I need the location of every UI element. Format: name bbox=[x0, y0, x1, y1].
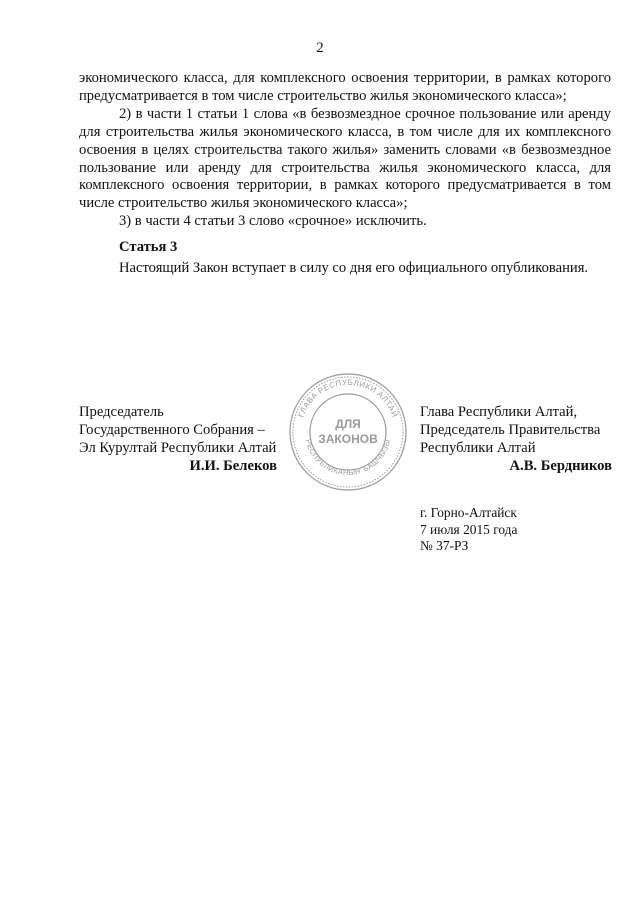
signatory-title-line-2: Государственного Собрания – bbox=[79, 421, 265, 438]
city: г. Горно-Алтайск bbox=[420, 505, 517, 520]
paragraph-item-2: 2) в части 1 статьи 1 слова «в безвозмездное срочное пользование или аренду для строительства жилья экономического класса, в том числе для их комплексного освоения в целях строительства такого жилья» заменить словами «в безвозмездное пользование или аренду для строительства жилья экономического класса, для комплексного освоения территории, в рамках которого предусматривается в том числе строительство жилья экономического класса»; bbox=[79, 105, 611, 212]
signatory-title-line-2: Председатель Правительства bbox=[420, 421, 601, 438]
official-seal bbox=[287, 371, 409, 493]
document-body bbox=[79, 70, 611, 278]
signatory-title-line-1: Председатель bbox=[79, 404, 164, 420]
signature-block-right bbox=[420, 404, 612, 476]
law-number: № 37-РЗ bbox=[420, 538, 469, 554]
signatory-title-line-1: Глава Республики Алтай, bbox=[420, 404, 578, 420]
seal-center-text-bottom: ЗАКОНОВ bbox=[318, 432, 378, 446]
seal-ring-text-top: ГЛАВА РЕСПУБЛИКИ АЛТАЙ bbox=[296, 377, 400, 419]
seal-center-text-top: ДЛЯ bbox=[335, 417, 361, 431]
article-heading: Статья 3 bbox=[119, 239, 178, 256]
signatory-title-line-3: Эл Курултай Республики Алтай bbox=[79, 439, 277, 456]
signatory-name: А.В. Бердников bbox=[509, 457, 612, 474]
signatory-title-line-3: Республики Алтай bbox=[420, 439, 536, 456]
signatory-name: И.И. Белеков bbox=[189, 457, 277, 474]
signature-block-left bbox=[79, 404, 289, 476]
article-text: Настоящий Закон вступает в силу со дня его официального опубликования. bbox=[119, 260, 589, 277]
paragraph-continuation: экономического класса, для комплексного освоения территории, в рамках которого предусматривается в том числе строительство жилья экономического класса»; bbox=[79, 70, 611, 104]
date: 7 июля 2015 года bbox=[420, 521, 518, 537]
page-number: 2 bbox=[316, 40, 324, 56]
place-and-date-block bbox=[420, 505, 517, 555]
seal-ring-text-bottom: РЕСПУБЛИКАНЫҤ БАШЧЫЗЫ bbox=[303, 438, 393, 478]
paragraph-item-3: 3) в части 4 статьи 3 слово «срочное» исключить. bbox=[119, 213, 427, 230]
